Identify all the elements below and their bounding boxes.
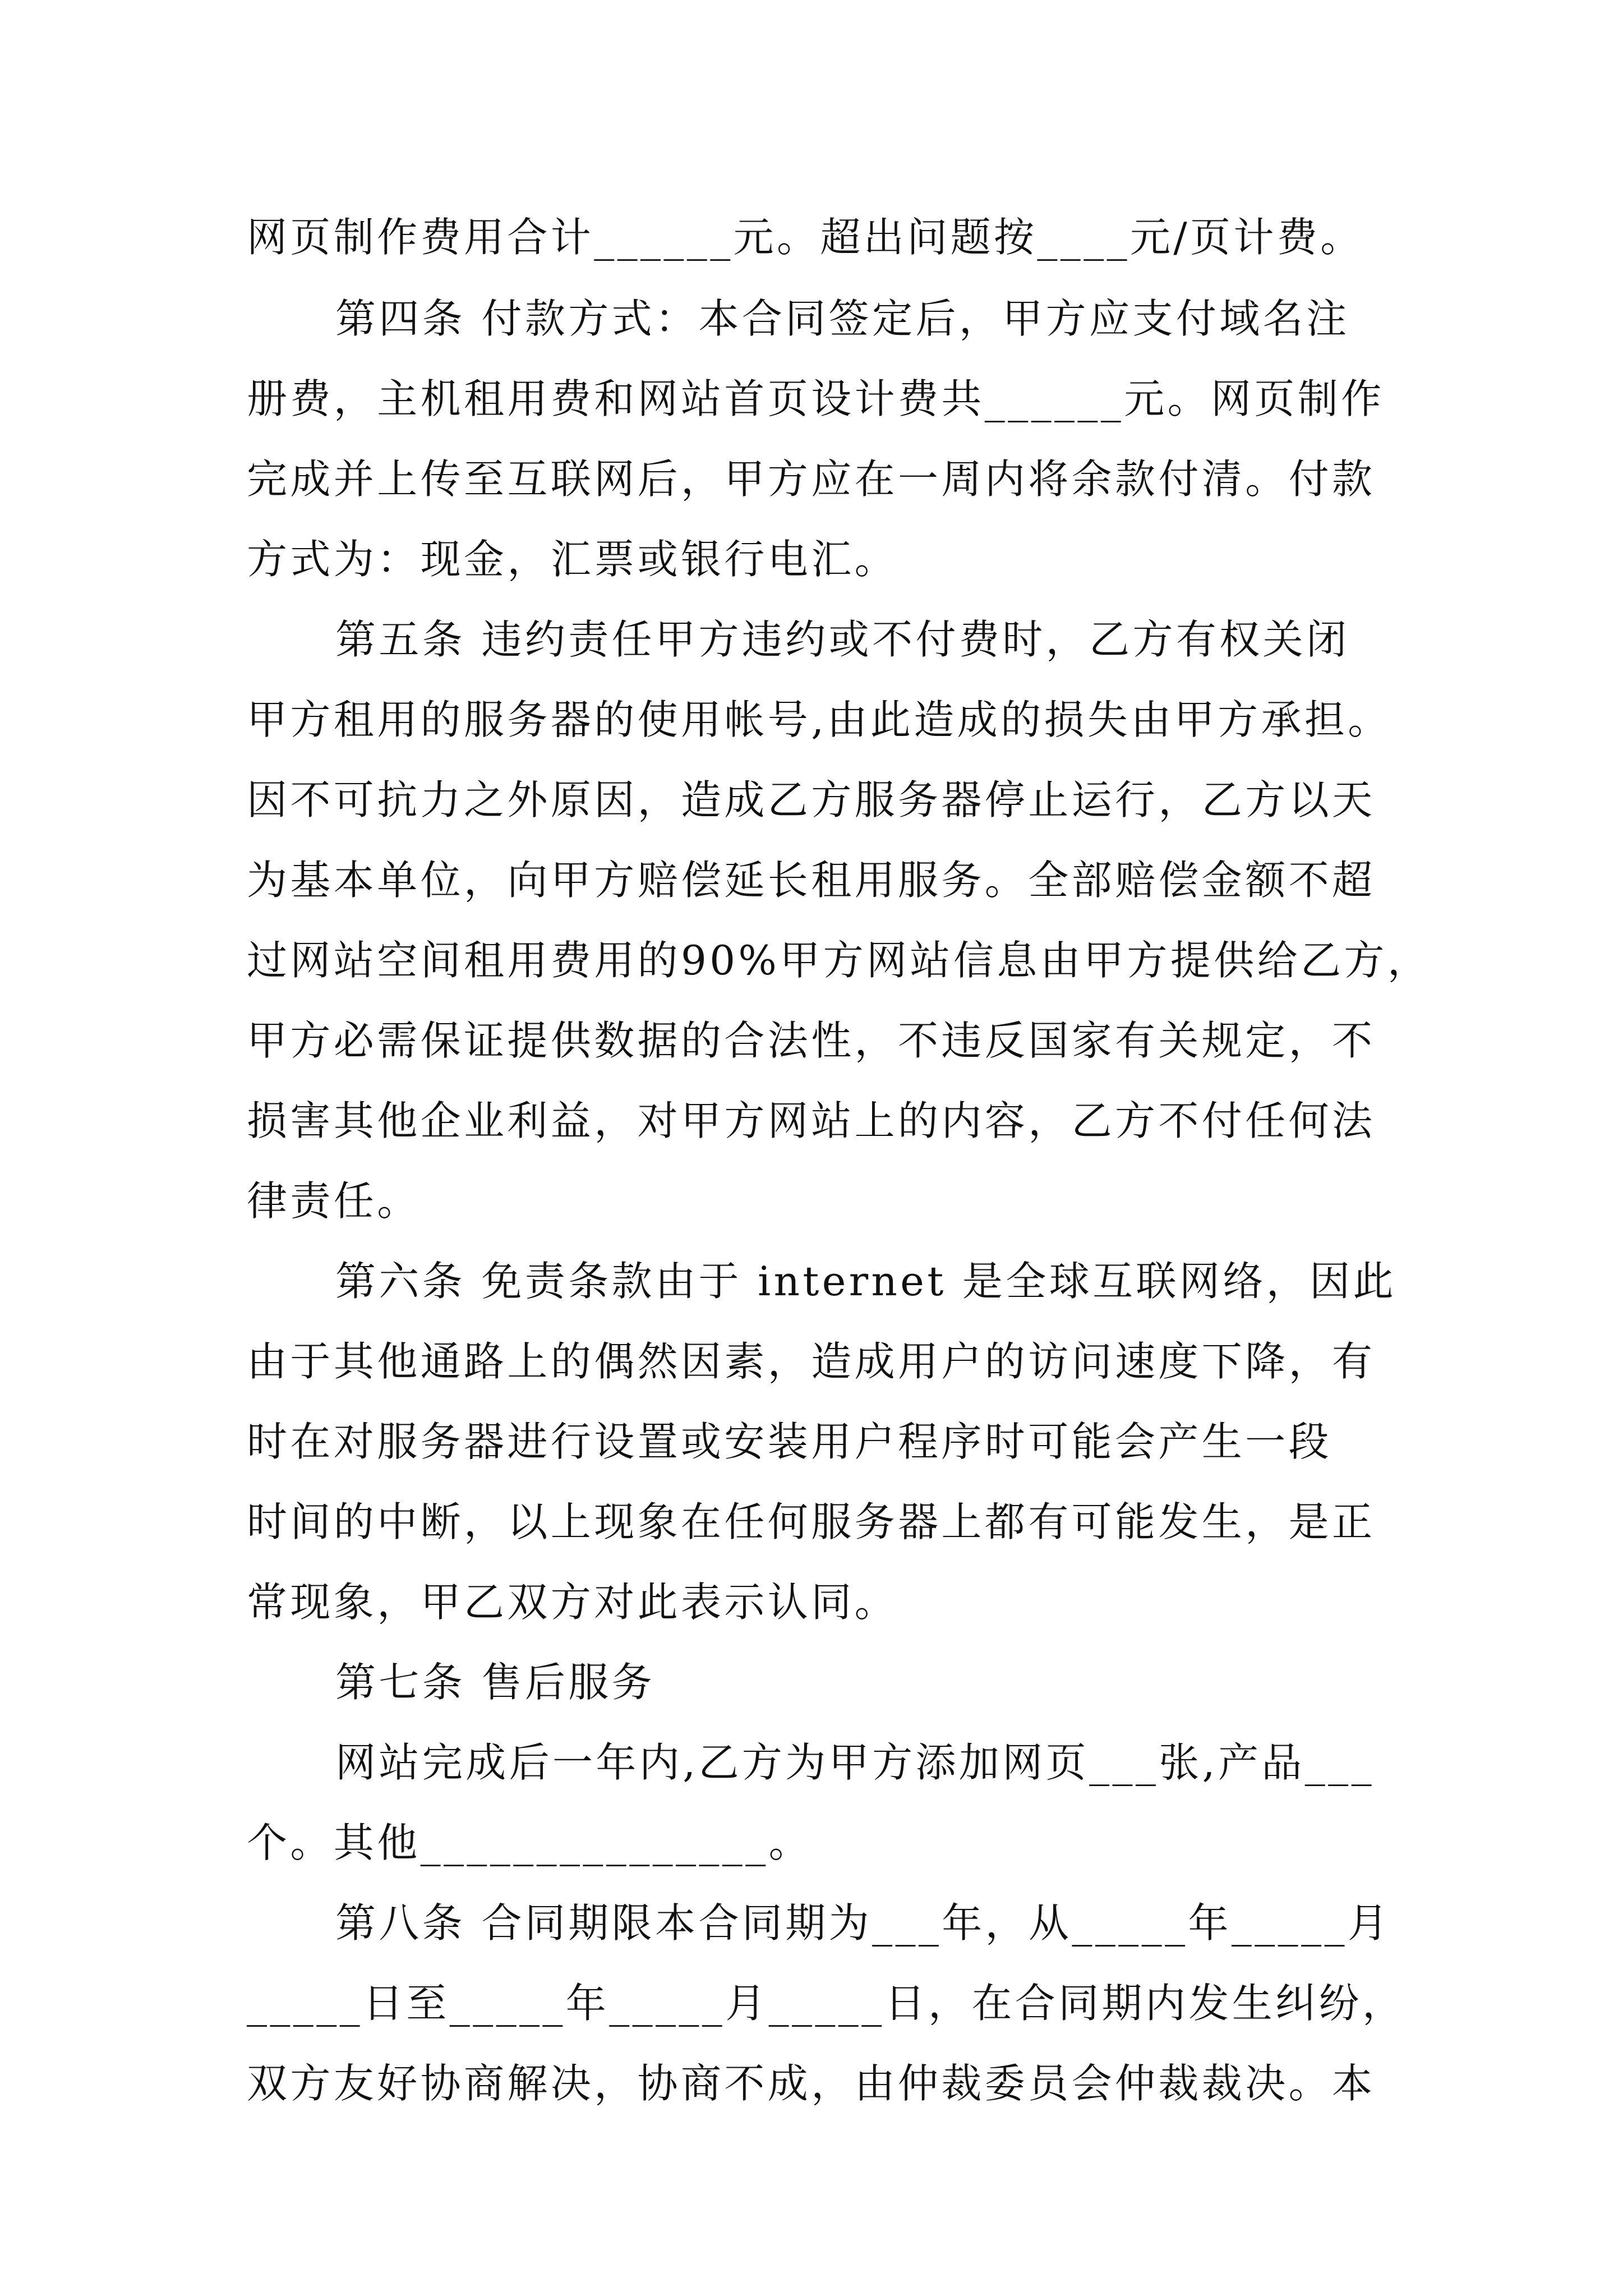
clause-8-heading-line: 第八条 合同期限本合同期为___年，从_____年_____月 [335, 1899, 1391, 1947]
text-line: 甲方必需保证提供数据的合法性，不违反国家有关规定，不 [247, 1017, 1376, 1064]
clause-5-heading-line: 第五条 违约责任甲方违约或不付费时，乙方有权关闭 [335, 616, 1350, 663]
text-line: 律责任。 [247, 1177, 421, 1225]
text-line: _____日至_____年_____月_____日，在合同期内发生纠纷， [247, 1980, 1406, 2027]
clause-6-heading-line: 第六条 免责条款由于 internet 是全球互联网络，因此 [335, 1258, 1396, 1305]
text-line: 时间的中断，以上现象在任何服务器上都有可能发生，是正 [247, 1498, 1376, 1545]
text-line: 网站完成后一年内,乙方为甲方添加网页___张,产品___ [335, 1739, 1375, 1786]
clause-4-heading-line: 第四条 付款方式：本合同签定后，甲方应支付域名注 [335, 295, 1350, 342]
text-line: 方式为：现金，汇票或银行电汇。 [247, 536, 898, 583]
text-line: 损害其他企业利益，对甲方网站上的内容，乙方不付任何法 [247, 1097, 1376, 1144]
text-line: 双方友好协商解决，协商不成，由仲裁委员会仲裁裁决。本 [247, 2060, 1376, 2107]
text-line: 网页制作费用合计______元。超出问题按____元/页计费。 [247, 214, 1364, 261]
text-line: 由于其他通路上的偶然因素，造成用户的访问速度下降，有 [247, 1338, 1376, 1385]
text-line: 常现象，甲乙双方对此表示认同。 [247, 1579, 898, 1626]
text-line: 因不可抗力之外原因，造成乙方服务器停止运行，乙方以天 [247, 776, 1376, 823]
text-line: 为基本单位，向甲方赔偿延长租用服务。全部赔偿金额不超 [247, 857, 1376, 904]
text-line: 甲方租用的服务器的使用帐号,由此造成的损失由甲方承担。 [247, 696, 1391, 743]
text-line: 过网站空间租用费用的90%甲方网站信息由甲方提供给乙方， [247, 937, 1431, 984]
text-line: 时在对服务器进行设置或安装用户程序时可能会产生一段 [247, 1418, 1332, 1465]
text-line: 个。其他_______________。 [247, 1819, 812, 1866]
text-line: 完成并上传至互联网后，甲方应在一周内将余款付清。付款 [247, 455, 1376, 503]
text-line: 册费，主机租用费和网站首页设计费共______元。网页制作 [247, 375, 1385, 422]
clause-7-heading-line: 第七条 售后服务 [335, 1659, 656, 1706]
